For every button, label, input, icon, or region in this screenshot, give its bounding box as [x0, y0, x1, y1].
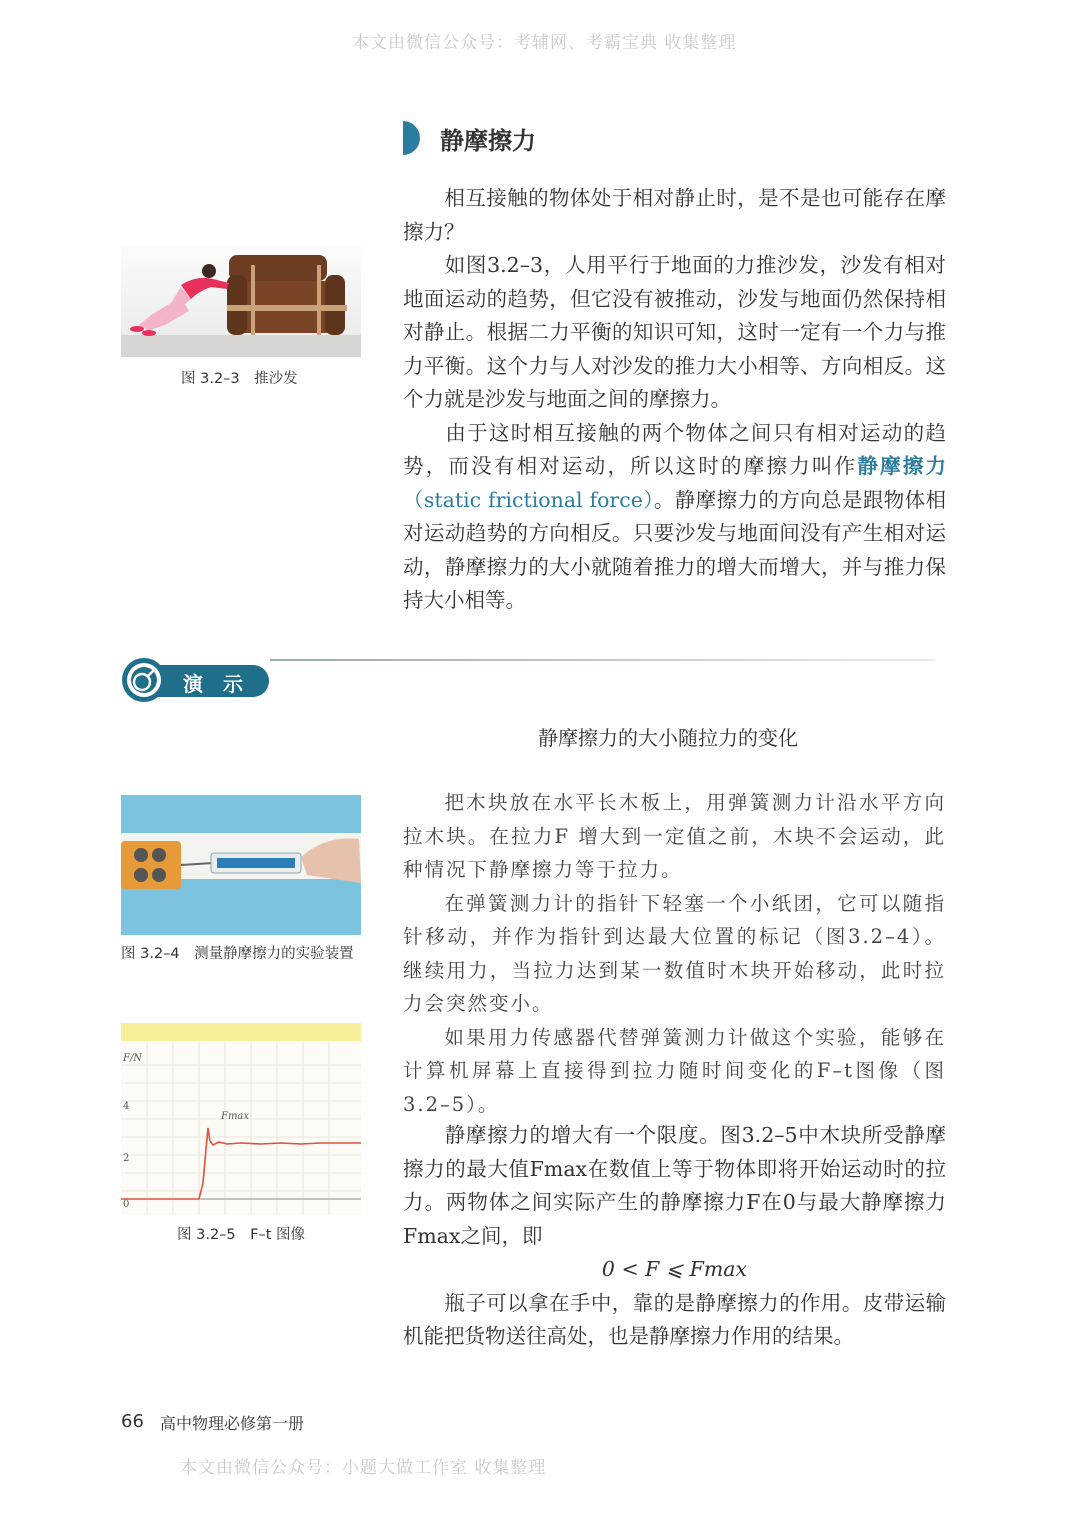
page-number: 66	[121, 1411, 144, 1432]
paragraph-4: 静摩擦力的增大有一个限度。图3.2–5中木块所受静摩擦力的最大值Fmax在数值上等于物体即将开始运动时的拉力。两物体之间实际产生的静摩擦力F在0与最大静摩擦力Fmax之间，即	[403, 1123, 946, 1248]
demo-badge-icon	[121, 657, 167, 703]
figure-pushing-sofa	[121, 245, 361, 357]
demo-divider	[270, 659, 935, 661]
body-text-block-1	[403, 182, 946, 618]
figure-ft-graph	[121, 1023, 361, 1215]
figure-apparatus	[121, 795, 361, 935]
figure-3-caption: 图 3.2–5 F–t 图像	[177, 1227, 306, 1243]
paragraph-2: 如图3.2–3，人用平行于地面的力推沙发，沙发有相对地面运动的趋势，但它没有被推动，沙发与地面仍然保持相对静止。根据二力平衡的知识可知，这时一定有一个力与推力平衡。这个力与人对沙发的推力大小相等、方向相反。这个力就是沙发与地面之间的摩擦力。	[403, 253, 946, 411]
figure-1-caption: 图 3.2–3 推沙发	[181, 371, 298, 387]
demo-title: 静摩擦力的大小随拉力的变化	[538, 726, 798, 750]
formula: 0 < F ⩽ Fmax	[601, 1257, 748, 1281]
ft-fmax-label: Fmax	[221, 1111, 250, 1122]
demo-badge	[121, 657, 271, 703]
figure-2-caption: 图 3.2–4 测量静摩擦力的实验装置	[121, 946, 354, 962]
demo-label: 演 示	[183, 672, 243, 696]
body-text-block-2	[403, 1119, 946, 1354]
ft-tick-0: 0	[123, 1199, 130, 1210]
term-static-friction: 静摩擦力	[857, 454, 947, 478]
ft-y-label: F/N	[123, 1053, 143, 1064]
watermark-top: 本文由微信公众号：考辅网、考霸宝典 收集整理	[352, 33, 737, 53]
demo-paragraph-3: 如果用力传感器代替弹簧测力计做这个实验，能够在计算机屏幕上直接得到拉力随时间变化的F–t图像（图3.2–5）。	[403, 1025, 946, 1116]
paragraph-5: 瓶子可以拿在手中，靠的是静摩擦力的作用。皮带运输机能把货物送往高处，也是静摩擦力作用的结果。	[403, 1290, 946, 1348]
ft-tick-4: 4	[123, 1101, 130, 1112]
demo-text-block	[403, 786, 946, 1121]
demo-paragraph-1: 把木块放在水平长木板上，用弹簧测力计沿水平方向拉木块。在拉力F 增大到一定值之前，木块不会运动，此种情况下静摩擦力等于拉力。	[403, 791, 946, 881]
section-title: 静摩擦力	[440, 127, 536, 155]
watermark-bottom: 本文由微信公众号：小题大做工作室 收集整理	[180, 1458, 547, 1478]
demo-paragraph-2: 在弹簧测力计的指针下轻塞一个小纸团，它可以随指针移动，并作为指针到达最大位置的标记（图3.2–4）。继续用力，当拉力达到某一数值时木块开始移动，此时拉力会突然变小。	[403, 891, 946, 1015]
paragraph-1: 相互接触的物体处于相对静止时，是不是也可能存在摩擦力？	[403, 186, 946, 244]
term-english: （static frictional force）	[403, 487, 654, 512]
paragraph-3: 由于这时相互接触的两个物体之间只有相对运动的趋势，而没有相对运动，所以这时的摩擦力叫作静摩擦力（static frictional force）。静摩擦力的方向总是跟物体相对运动趋势的方向相反。只要沙发与地面间没有产生相对运动，静摩擦力的大小就随着推力的增大而增大，并与推力保持大小相等。	[403, 420, 947, 612]
ft-tick-2: 2	[123, 1153, 130, 1164]
heading-marker-icon	[403, 121, 421, 155]
book-title: 高中物理必修第一册	[160, 1414, 305, 1433]
